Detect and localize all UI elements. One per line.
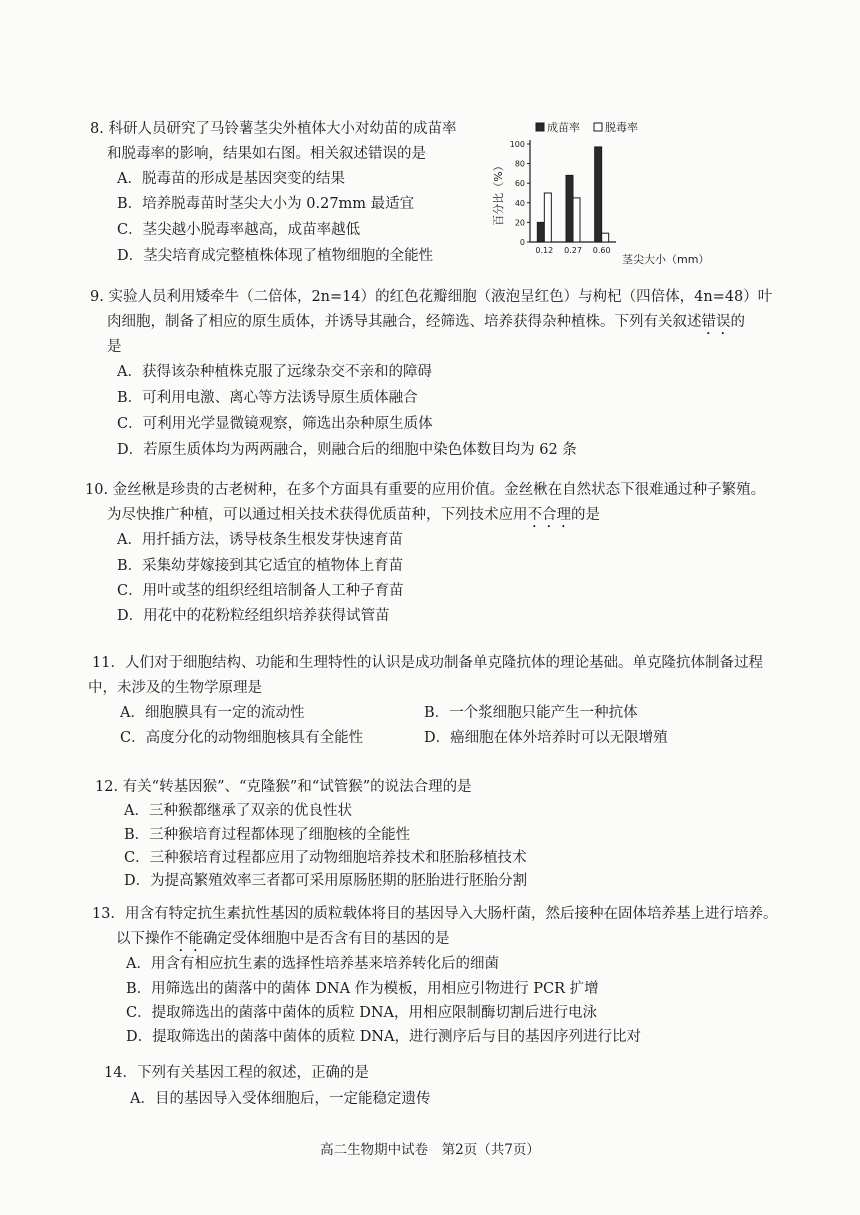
bar-1-2 [602, 233, 609, 242]
q12-option-a: A．三种猴都继承了双亲的优良性状 [124, 803, 352, 819]
q11-option-a: A．细胞膜具有一定的流动性 [120, 705, 305, 721]
q9-stem-line2: 肉细胞，制备了相应的原生质体，并诱导其融合，经筛选、培养获得杂种植株。下列有关叙述错误的 [107, 314, 745, 330]
y-axis-label: 百分比（%） [492, 160, 505, 226]
q10-stem-line1: 10. 金丝楸是珍贵的古老树种，在多个方面具有重要的应用价值。金丝楸在自然状态下很难通过种子繁殖。 [85, 482, 766, 498]
q13-stem-line1: 13．用含有特定抗生素抗性基因的质粒载体将目的基因导入大肠杆菌，然后接种在固体培养基上进行培养。 [92, 906, 778, 922]
bar-0-2 [595, 147, 602, 242]
q13-option-a: A．用含有相应抗生素的选择性培养基来培养转化后的细菌 [126, 956, 499, 972]
q11-stem-line2: 中，未涉及的生物学原理是 [88, 680, 262, 696]
q9-stem-line1: 9. 实验人员利用矮牵牛（二倍体，2n=14）的红色花瓣细胞（液泡呈红色）与枸杞（四倍体，4n=48）叶 [90, 289, 773, 305]
x-tick-label-2: 0.60 [592, 246, 611, 255]
y-tick-label-2: 40 [514, 198, 525, 208]
x-tick-label-0: 0.12 [535, 246, 554, 255]
q11-option-c: C．高度分化的动物细胞核具有全能性 [120, 730, 364, 746]
q10-option-c: C．用叶或茎的组织经组培制备人工种子育苗 [117, 583, 404, 599]
q14-stem-line1: 14．下列有关基因工程的叙述，正确的是 [104, 1065, 369, 1081]
q10-option-d: D．用花中的花粉粒经组织培养获得试管苗 [117, 608, 390, 624]
q13-option-b: B．用筛选出的菌落中的菌体 DNA 作为模板，用相应引物进行 PCR 扩增 [126, 981, 599, 997]
q10-option-a: A．用扦插方法，诱导枝条生根发芽快速育苗 [117, 532, 403, 548]
q12-option-d: D．为提高繁殖效率三者都可采用原肠胚期的胚胎进行胚胎分割 [124, 873, 528, 889]
q13-option-d: D．提取筛选出的菌落中菌体的质粒 DNA，进行测序后与目的基因序列进行比对 [126, 1029, 642, 1045]
q13-emphasis: 不能 [174, 931, 203, 947]
q9-option-c: C．可利用光学显微镜观察，筛选出杂种原生质体 [117, 416, 433, 432]
legend-swatch-1 [594, 123, 602, 131]
y-tick-label-0: 0 [519, 238, 525, 247]
bar-0-1 [566, 175, 573, 242]
q13-option-c: C．提取筛选出的菌落中菌体的质粒 DNA，用相应限制酶切割后进行电泳 [126, 1005, 597, 1021]
q8-stem-line2: 和脱毒率的影响，结果如右图。相关叙述错误的是 [107, 146, 426, 162]
x-tick-label-1: 0.27 [564, 246, 582, 255]
q10-stem-line2: 为尽快推广种植，可以通过相关技术获得优质苗种，下列技术应用不合理的是 [107, 507, 600, 523]
q9-stem-line3: 是 [107, 339, 122, 355]
y-tick-label-5: 100 [509, 140, 525, 149]
q8-option-c: C．茎尖越小脱毒率越高，成苗率越低 [117, 222, 361, 238]
q8-option-d: D．茎尖培育成完整植株体现了植物细胞的全能性 [117, 248, 434, 264]
q12-stem-line1: 12. 有关“转基因猴”、“克隆猴”和“试管猴”的说法合理的是 [95, 779, 472, 795]
bar-1-1 [573, 198, 580, 242]
q9-option-d: D．若原生质体均为两两融合，则融合后的细胞中染色体数目均为 62 条 [117, 442, 577, 458]
legend-swatch-0 [536, 123, 544, 131]
q8-option-a: A．脱毒苗的形成是基因突变的结果 [117, 171, 345, 187]
q11-option-d: D．癌细胞在体外培养时可以无限增殖 [424, 730, 668, 746]
bar-chart [488, 118, 720, 268]
q8-stem-line1: 8. 科研人员研究了马铃薯茎尖外植体大小对幼苗的成苗率 [90, 121, 457, 137]
q9-option-a: A．获得该杂种植株克服了远缘杂交不亲和的障碍 [117, 364, 432, 380]
q8-option-b: B．培养脱毒苗时茎尖大小为 0.27mm 最适宜 [117, 196, 415, 212]
q10-option-b: B．采集幼芽嫁接到其它适宜的植物体上育苗 [117, 558, 404, 574]
q14-option-a: A．目的基因导入受体细胞后，一定能稳定遗传 [130, 1091, 431, 1107]
legend-label-0: 成苗率 [547, 121, 580, 134]
q9-emphasis: 错误 [701, 314, 731, 330]
bar-0-0 [537, 222, 544, 242]
y-tick-label-4: 80 [514, 159, 525, 169]
legend-label-1: 脱毒率 [605, 121, 638, 134]
q11-stem-line1: 11．人们对于细胞结构、功能和生理特性的认识是成功制备单克隆抗体的理论基础。单克隆抗体制备过程 [92, 655, 763, 671]
q11-option-b: B．一个浆细胞只能产生一种抗体 [424, 705, 638, 721]
q12-option-c: C．三种猴培育过程都应用了动物细胞培养技术和胚胎移植技术 [124, 850, 527, 866]
y-tick-label-3: 60 [514, 179, 525, 189]
y-tick-label-1: 20 [514, 218, 525, 228]
q9-option-b: B．可利用电激、离心等方法诱导原生质体融合 [117, 390, 418, 406]
page-footer: 高二生物期中试卷 第2页（共7页） [320, 1142, 540, 1158]
q12-option-b: B．三种猴培育过程都体现了细胞核的全能性 [124, 827, 411, 843]
bar-1-0 [544, 193, 551, 242]
x-axis-label: 茎尖大小（mm） [622, 253, 710, 266]
q13-stem-line2: 以下操作不能确定受体细胞中是否含有目的基因的是 [116, 931, 450, 947]
q10-emphasis: 不合理 [527, 507, 571, 523]
